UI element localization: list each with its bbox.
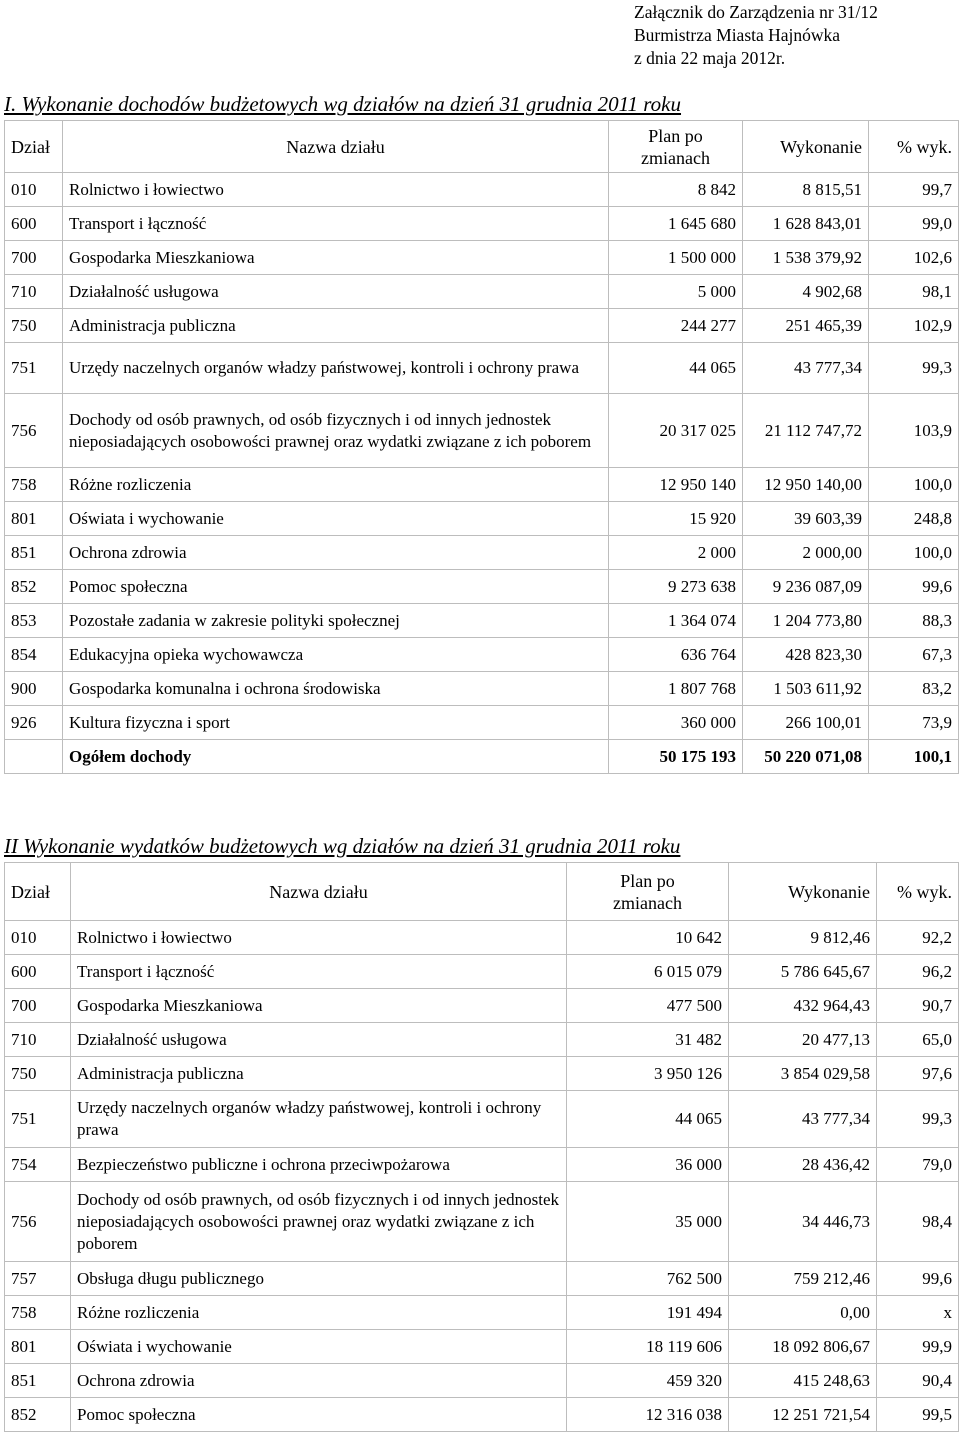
row-plan: 1 500 000 (609, 241, 743, 275)
row-plan: 477 500 (567, 989, 729, 1023)
row-code: 756 (5, 1182, 71, 1262)
expenditure-table (4, 862, 959, 1432)
row-plan: 44 065 (609, 343, 743, 394)
row-code: 600 (5, 207, 63, 241)
row-code: 751 (5, 1091, 71, 1148)
row-code: 757 (5, 1262, 71, 1296)
row-name: Dochody od osób prawnych, od osób fizycznych i od innych jednostek nieposiadających osobowości prawnej oraz wydatki związane z ich poborem (71, 1182, 567, 1262)
row-code: 758 (5, 468, 63, 502)
income-table-body (5, 173, 959, 774)
row-pct: 79,0 (877, 1148, 959, 1182)
annex-line-2: Burmistrza Miasta Hajnówka (634, 25, 841, 45)
row-plan: 3 950 126 (567, 1057, 729, 1091)
row-pct: 90,7 (877, 989, 959, 1023)
row-code: 853 (5, 604, 63, 638)
row-name: Gospodarka Mieszkaniowa (71, 989, 567, 1023)
table-row (5, 536, 959, 570)
row-pct: 103,9 (869, 394, 959, 468)
row-exec: 9 236 087,09 (743, 570, 869, 604)
row-exec: 415 248,63 (729, 1364, 877, 1398)
row-plan: 36 000 (567, 1148, 729, 1182)
row-pct: 99,6 (877, 1262, 959, 1296)
row-code: 600 (5, 955, 71, 989)
row-plan: 10 642 (567, 921, 729, 955)
table-row (5, 207, 959, 241)
row-pct: 99,0 (869, 207, 959, 241)
row-exec: 21 112 747,72 (743, 394, 869, 468)
row-name: Administracja publiczna (71, 1057, 567, 1091)
row-plan: 2 000 (609, 536, 743, 570)
header-name: Nazwa działu (71, 863, 567, 921)
row-name: Pomoc społeczna (63, 570, 609, 604)
row-name: Rolnictwo i łowiectwo (63, 173, 609, 207)
row-name: Urzędy naczelnych organów władzy państwowej, kontroli i ochrony prawa (63, 343, 609, 394)
row-pct: 65,0 (877, 1023, 959, 1057)
row-pct: x (877, 1296, 959, 1330)
table-row (5, 173, 959, 207)
header-name: Nazwa działu (63, 121, 609, 173)
table-row (5, 1398, 959, 1432)
row-name: Edukacyjna opieka wychowawcza (63, 638, 609, 672)
row-code: 852 (5, 1398, 71, 1432)
row-code: 750 (5, 1057, 71, 1091)
table-row (5, 309, 959, 343)
row-exec: 1 503 611,92 (743, 672, 869, 706)
table-row (5, 343, 959, 394)
row-name: Urzędy naczelnych organów władzy państwowej, kontroli i ochrony prawa (71, 1091, 567, 1148)
row-plan: 1 645 680 (609, 207, 743, 241)
expenditure-section-title: II Wykonanie wydatków budżetowych wg działów na dzień 31 grudnia 2011 roku (4, 834, 681, 858)
total-code-empty (5, 740, 63, 774)
total-exec: 50 220 071,08 (743, 740, 869, 774)
table-row (5, 1262, 959, 1296)
table-row (5, 638, 959, 672)
table-row (5, 1091, 959, 1148)
income-section-title: I. Wykonanie dochodów budżetowych wg działów na dzień 31 grudnia 2011 roku (4, 92, 682, 116)
row-code: 750 (5, 309, 63, 343)
annex-header (634, 1, 954, 70)
row-plan: 9 273 638 (609, 570, 743, 604)
row-pct: 83,2 (869, 672, 959, 706)
header-code: Dział (5, 121, 63, 173)
header-plan-line-2: zmianach (613, 892, 682, 913)
row-code: 801 (5, 502, 63, 536)
row-exec: 3 854 029,58 (729, 1057, 877, 1091)
row-plan: 244 277 (609, 309, 743, 343)
row-pct: 102,6 (869, 241, 959, 275)
row-pct: 99,6 (869, 570, 959, 604)
row-exec: 432 964,43 (729, 989, 877, 1023)
table-row (5, 989, 959, 1023)
row-name: Pozostałe zadania w zakresie polityki społecznej (63, 604, 609, 638)
row-pct: 99,5 (877, 1398, 959, 1432)
row-code: 854 (5, 638, 63, 672)
row-name: Rolnictwo i łowiectwo (71, 921, 567, 955)
row-code: 710 (5, 275, 63, 309)
row-name: Działalność usługowa (63, 275, 609, 309)
table-row (5, 1057, 959, 1091)
row-name: Różne rozliczenia (63, 468, 609, 502)
table-row (5, 672, 959, 706)
expenditure-header-row (5, 863, 959, 921)
row-name: Gospodarka komunalna i ochrona środowiska (63, 672, 609, 706)
header-pct: % wyk. (869, 121, 959, 173)
row-exec: 1 628 843,01 (743, 207, 869, 241)
table-row (5, 1148, 959, 1182)
row-exec: 8 815,51 (743, 173, 869, 207)
row-pct: 90,4 (877, 1364, 959, 1398)
row-name: Gospodarka Mieszkaniowa (63, 241, 609, 275)
total-row (5, 740, 959, 774)
income-header-row (5, 121, 959, 173)
row-code: 900 (5, 672, 63, 706)
table-row (5, 468, 959, 502)
header-pct: % wyk. (877, 863, 959, 921)
table-row (5, 706, 959, 740)
row-code: 754 (5, 1148, 71, 1182)
row-plan: 18 119 606 (567, 1330, 729, 1364)
row-code: 010 (5, 173, 63, 207)
row-exec: 18 092 806,67 (729, 1330, 877, 1364)
row-name: Ochrona zdrowia (63, 536, 609, 570)
row-pct: 88,3 (869, 604, 959, 638)
row-exec: 251 465,39 (743, 309, 869, 343)
row-plan: 15 920 (609, 502, 743, 536)
table-row (5, 570, 959, 604)
row-pct: 98,4 (877, 1182, 959, 1262)
row-plan: 31 482 (567, 1023, 729, 1057)
table-row (5, 604, 959, 638)
row-plan: 5 000 (609, 275, 743, 309)
row-pct: 98,1 (869, 275, 959, 309)
table-row (5, 1330, 959, 1364)
row-exec: 1 204 773,80 (743, 604, 869, 638)
table-row (5, 1296, 959, 1330)
row-name: Oświata i wychowanie (71, 1330, 567, 1364)
row-exec: 12 251 721,54 (729, 1398, 877, 1432)
row-plan: 360 000 (609, 706, 743, 740)
row-plan: 191 494 (567, 1296, 729, 1330)
row-pct: 97,6 (877, 1057, 959, 1091)
row-code: 710 (5, 1023, 71, 1057)
header-plan (567, 863, 729, 921)
row-code: 010 (5, 921, 71, 955)
row-plan: 8 842 (609, 173, 743, 207)
income-table (4, 120, 959, 774)
row-plan: 44 065 (567, 1091, 729, 1148)
header-plan-line-2: zmianach (641, 147, 710, 168)
row-plan: 20 317 025 (609, 394, 743, 468)
row-plan: 6 015 079 (567, 955, 729, 989)
row-exec: 5 786 645,67 (729, 955, 877, 989)
row-exec: 428 823,30 (743, 638, 869, 672)
header-plan-line-1: Plan po (620, 870, 675, 891)
row-name: Transport i łączność (63, 207, 609, 241)
row-code: 700 (5, 989, 71, 1023)
row-plan: 762 500 (567, 1262, 729, 1296)
annex-line-1: Załącznik do Zarządzenia nr 31/12 (634, 2, 878, 22)
row-pct: 67,3 (869, 638, 959, 672)
row-code: 926 (5, 706, 63, 740)
row-pct: 100,0 (869, 536, 959, 570)
row-code: 700 (5, 241, 63, 275)
row-name: Działalność usługowa (71, 1023, 567, 1057)
row-plan: 636 764 (609, 638, 743, 672)
row-plan: 35 000 (567, 1182, 729, 1262)
header-exec: Wykonanie (743, 121, 869, 173)
row-pct: 102,9 (869, 309, 959, 343)
row-exec: 20 477,13 (729, 1023, 877, 1057)
row-exec: 0,00 (729, 1296, 877, 1330)
table-row (5, 394, 959, 468)
row-plan: 12 316 038 (567, 1398, 729, 1432)
row-name: Obsługa długu publicznego (71, 1262, 567, 1296)
row-plan: 12 950 140 (609, 468, 743, 502)
row-exec: 2 000,00 (743, 536, 869, 570)
header-exec: Wykonanie (729, 863, 877, 921)
header-plan (609, 121, 743, 173)
expenditure-table-body (5, 921, 959, 1432)
row-code: 851 (5, 1364, 71, 1398)
row-code: 851 (5, 536, 63, 570)
row-code: 758 (5, 1296, 71, 1330)
table-row (5, 1364, 959, 1398)
annex-line-3: z dnia 22 maja 2012r. (634, 48, 786, 68)
row-exec: 12 950 140,00 (743, 468, 869, 502)
table-row (5, 955, 959, 989)
row-exec: 9 812,46 (729, 921, 877, 955)
row-plan: 459 320 (567, 1364, 729, 1398)
row-exec: 1 538 379,92 (743, 241, 869, 275)
row-name: Dochody od osób prawnych, od osób fizycznych i od innych jednostek nieposiadających osobowości prawnej oraz wydatki związane z ich poborem (63, 394, 609, 468)
row-name: Różne rozliczenia (71, 1296, 567, 1330)
row-pct: 99,3 (877, 1091, 959, 1148)
row-name: Administracja publiczna (63, 309, 609, 343)
row-pct: 248,8 (869, 502, 959, 536)
table-row (5, 1023, 959, 1057)
header-code: Dział (5, 863, 71, 921)
row-exec: 4 902,68 (743, 275, 869, 309)
row-name: Kultura fizyczna i sport (63, 706, 609, 740)
row-pct: 73,9 (869, 706, 959, 740)
row-plan: 1 807 768 (609, 672, 743, 706)
row-name: Oświata i wychowanie (63, 502, 609, 536)
row-pct: 96,2 (877, 955, 959, 989)
table-row (5, 275, 959, 309)
table-row (5, 1182, 959, 1262)
row-exec: 43 777,34 (743, 343, 869, 394)
header-plan-line-1: Plan po (648, 125, 703, 146)
row-plan: 1 364 074 (609, 604, 743, 638)
table-row (5, 241, 959, 275)
row-name: Pomoc społeczna (71, 1398, 567, 1432)
row-code: 751 (5, 343, 63, 394)
row-name: Ochrona zdrowia (71, 1364, 567, 1398)
row-code: 852 (5, 570, 63, 604)
row-exec: 39 603,39 (743, 502, 869, 536)
row-pct: 99,9 (877, 1330, 959, 1364)
row-exec: 28 436,42 (729, 1148, 877, 1182)
row-exec: 34 446,73 (729, 1182, 877, 1262)
row-name: Transport i łączność (71, 955, 567, 989)
row-exec: 266 100,01 (743, 706, 869, 740)
row-exec: 759 212,46 (729, 1262, 877, 1296)
row-pct: 99,7 (869, 173, 959, 207)
row-pct: 99,3 (869, 343, 959, 394)
row-code: 801 (5, 1330, 71, 1364)
row-exec: 43 777,34 (729, 1091, 877, 1148)
total-label: Ogółem dochody (63, 740, 609, 774)
total-pct: 100,1 (869, 740, 959, 774)
row-pct: 100,0 (869, 468, 959, 502)
table-row (5, 502, 959, 536)
row-pct: 92,2 (877, 921, 959, 955)
table-row (5, 921, 959, 955)
total-plan: 50 175 193 (609, 740, 743, 774)
row-code: 756 (5, 394, 63, 468)
row-name: Bezpieczeństwo publiczne i ochrona przeciwpożarowa (71, 1148, 567, 1182)
